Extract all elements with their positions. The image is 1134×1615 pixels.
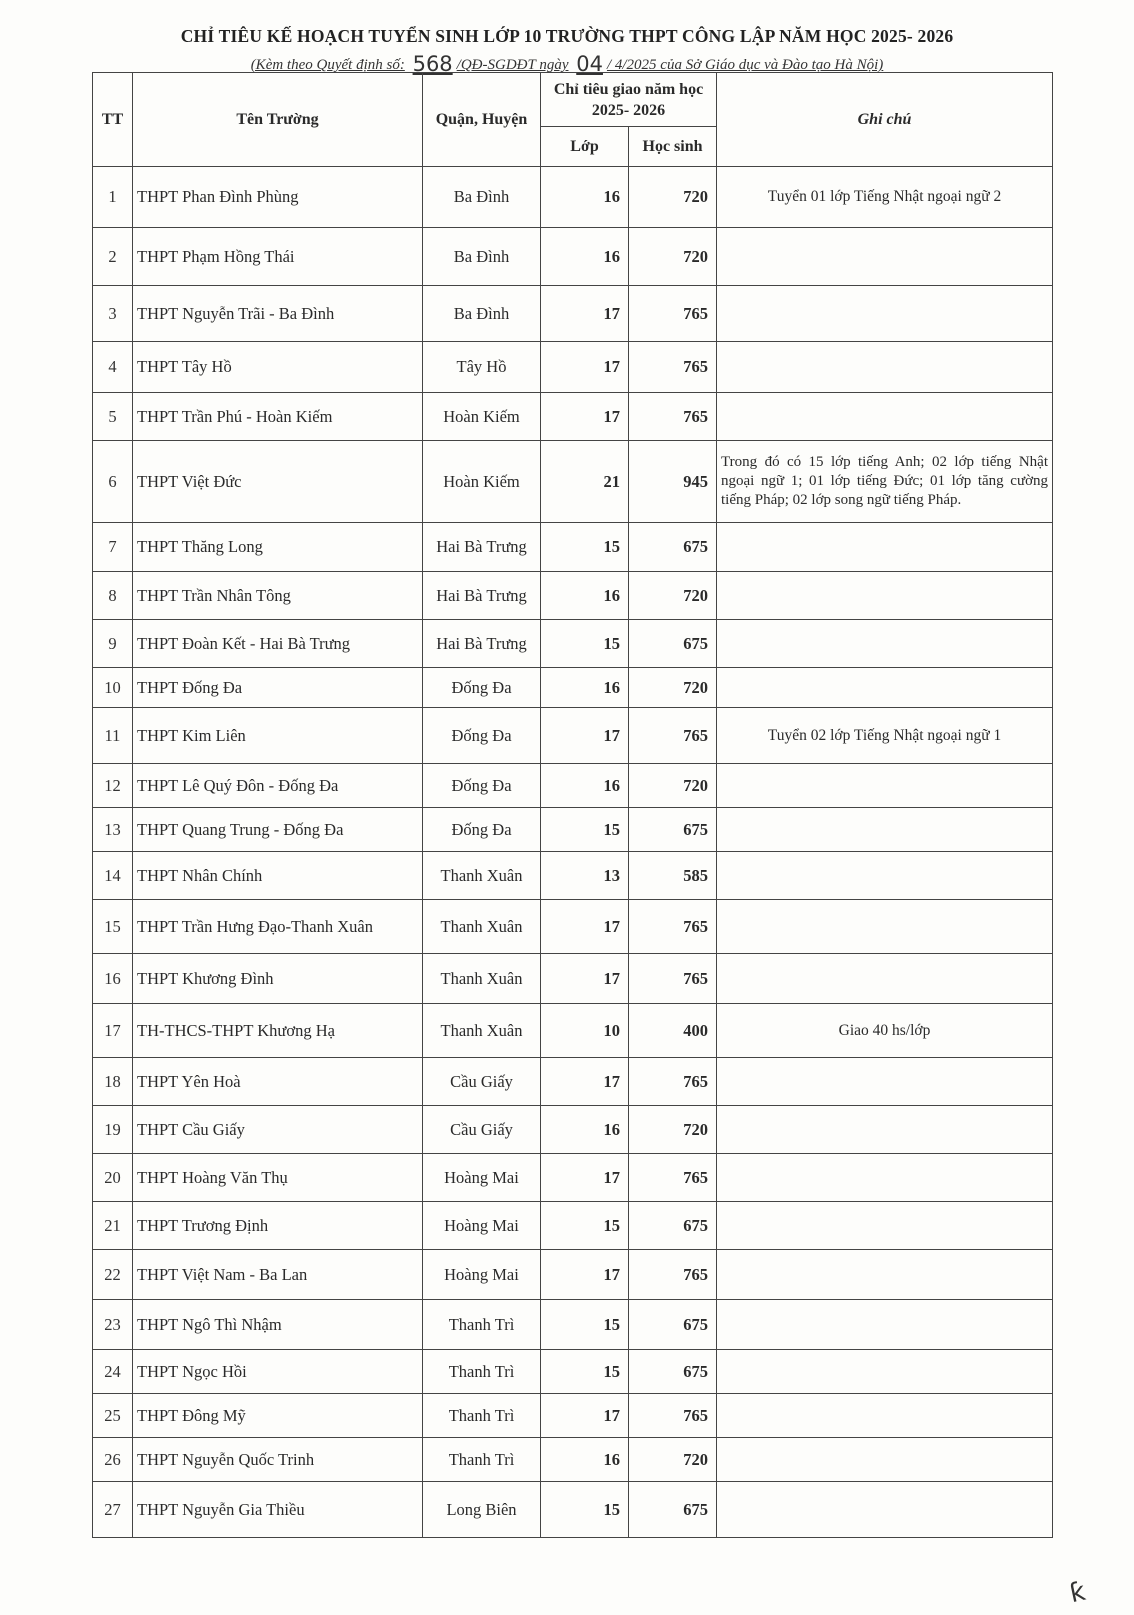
student-count: 765	[629, 1394, 717, 1438]
row-number: 16	[93, 954, 133, 1004]
row-number: 8	[93, 572, 133, 620]
district-name: Thanh Xuân	[423, 852, 541, 900]
header-district: Quận, Huyện	[423, 73, 541, 167]
header-school: Tên Trường	[133, 73, 423, 167]
student-count: 720	[629, 764, 717, 808]
class-count: 17	[541, 1154, 629, 1202]
student-count: 675	[629, 1482, 717, 1538]
class-count: 16	[541, 1438, 629, 1482]
class-count: 16	[541, 764, 629, 808]
district-name: Hai Bà Trưng	[423, 572, 541, 620]
district-name: Hoàng Mai	[423, 1250, 541, 1300]
table-body	[93, 167, 1053, 1538]
class-count: 10	[541, 1004, 629, 1058]
row-number: 20	[93, 1154, 133, 1202]
row-number: 15	[93, 900, 133, 954]
school-name: THPT Cầu Giấy	[133, 1106, 423, 1154]
class-count: 17	[541, 708, 629, 764]
student-count: 675	[629, 620, 717, 668]
district-name: Đống Đa	[423, 708, 541, 764]
class-count: 13	[541, 852, 629, 900]
district-name: Cầu Giấy	[423, 1106, 541, 1154]
student-count: 675	[629, 523, 717, 572]
row-note	[717, 1394, 1053, 1438]
school-name: THPT Phan Đình Phùng	[133, 167, 423, 228]
row-note	[717, 852, 1053, 900]
student-count: 675	[629, 808, 717, 852]
district-name: Đống Đa	[423, 668, 541, 708]
class-count: 21	[541, 441, 629, 523]
class-count: 15	[541, 1350, 629, 1394]
row-note	[717, 342, 1053, 393]
table-row	[93, 668, 1053, 708]
student-count: 675	[629, 1202, 717, 1250]
header-classes: Lớp	[541, 127, 629, 167]
school-name: THPT Phạm Hồng Thái	[133, 228, 423, 286]
subtitle-prefix: (Kèm theo Quyết định số:	[250, 57, 405, 73]
table-row	[93, 852, 1053, 900]
school-name: THPT Đoàn Kết - Hai Bà Trưng	[133, 620, 423, 668]
school-name: THPT Nhân Chính	[133, 852, 423, 900]
district-name: Ba Đình	[423, 167, 541, 228]
row-note	[717, 900, 1053, 954]
school-name: THPT Trần Phú - Hoàn Kiếm	[133, 393, 423, 441]
table-row	[93, 1482, 1053, 1538]
student-count: 765	[629, 954, 717, 1004]
table-row	[93, 1250, 1053, 1300]
student-count: 765	[629, 900, 717, 954]
school-name: THPT Quang Trung - Đống Đa	[133, 808, 423, 852]
class-count: 17	[541, 1058, 629, 1106]
row-note	[717, 1058, 1053, 1106]
table-row	[93, 1394, 1053, 1438]
row-note	[717, 1202, 1053, 1250]
table-row	[93, 764, 1053, 808]
school-name: THPT Ngọc Hồi	[133, 1350, 423, 1394]
row-note	[717, 523, 1053, 572]
row-number: 17	[93, 1004, 133, 1058]
class-count: 15	[541, 620, 629, 668]
header-notes: Ghi chú	[717, 73, 1053, 167]
decision-number: 568	[412, 52, 453, 76]
row-number: 26	[93, 1438, 133, 1482]
table-row	[93, 1202, 1053, 1250]
table-row	[93, 393, 1053, 441]
corner-handwritten-mark: ƙ	[1067, 1576, 1089, 1610]
class-count: 16	[541, 1106, 629, 1154]
table-row	[93, 342, 1053, 393]
district-name: Hoàng Mai	[423, 1154, 541, 1202]
class-count: 17	[541, 954, 629, 1004]
table-row	[93, 1154, 1053, 1202]
class-count: 16	[541, 668, 629, 708]
class-count: 17	[541, 342, 629, 393]
district-name: Thanh Trì	[423, 1300, 541, 1350]
school-name: THPT Nguyễn Quốc Trinh	[133, 1438, 423, 1482]
student-count: 765	[629, 708, 717, 764]
student-count: 720	[629, 1438, 717, 1482]
row-note	[717, 1154, 1053, 1202]
subtitle-middle: /QĐ-SGDĐT ngày	[456, 57, 569, 73]
school-name: THPT Việt Nam - Ba Lan	[133, 1250, 423, 1300]
school-name: THPT Trần Nhân Tông	[133, 572, 423, 620]
district-name: Đống Đa	[423, 808, 541, 852]
table-row	[93, 1004, 1053, 1058]
document-title: CHỈ TIÊU KẾ HOẠCH TUYỂN SINH LỚP 10 TRƯỜNG THPT CÔNG LẬP NĂM HỌC 2025- 2026	[180, 26, 954, 46]
row-note: Giao 40 hs/lớp	[717, 1004, 1053, 1058]
student-count: 675	[629, 1350, 717, 1394]
table-row	[93, 1350, 1053, 1394]
district-name: Thanh Trì	[423, 1438, 541, 1482]
class-count: 16	[541, 572, 629, 620]
district-name: Hoàng Mai	[423, 1202, 541, 1250]
row-note: Trong đó có 15 lớp tiếng Anh; 02 lớp tiếng Nhật ngoại ngữ 1; 01 lớp tiếng Đức; 01 lớp tăng cường tiếng Pháp; 02 lớp song ngữ tiếng Pháp.	[717, 441, 1053, 523]
table-row	[93, 1058, 1053, 1106]
class-count: 15	[541, 1482, 629, 1538]
district-name: Long Biên	[423, 1482, 541, 1538]
row-note: Tuyển 02 lớp Tiếng Nhật ngoại ngữ 1	[717, 708, 1053, 764]
row-number: 10	[93, 668, 133, 708]
class-count: 16	[541, 167, 629, 228]
row-note	[717, 572, 1053, 620]
row-note	[717, 1482, 1053, 1538]
row-number: 19	[93, 1106, 133, 1154]
row-number: 6	[93, 441, 133, 523]
row-note	[717, 1438, 1053, 1482]
district-name: Thanh Trì	[423, 1394, 541, 1438]
student-count: 765	[629, 1154, 717, 1202]
row-number: 1	[93, 167, 133, 228]
row-note: Tuyển 01 lớp Tiếng Nhật ngoại ngữ 2	[717, 167, 1053, 228]
district-name: Hoàn Kiếm	[423, 441, 541, 523]
row-number: 23	[93, 1300, 133, 1350]
class-count: 17	[541, 900, 629, 954]
table-row	[93, 167, 1053, 228]
student-count: 720	[629, 1106, 717, 1154]
subtitle-suffix: / 4/2025 của Sở Giáo dục và Đào tạo Hà Nội)	[606, 57, 884, 73]
student-count: 400	[629, 1004, 717, 1058]
table-row	[93, 1106, 1053, 1154]
school-name: THPT Kim Liên	[133, 708, 423, 764]
table-row	[93, 900, 1053, 954]
student-count: 675	[629, 1300, 717, 1350]
header-quota-group: Chỉ tiêu giao năm học 2025- 2026	[541, 73, 717, 127]
admission-quota-table	[92, 72, 1053, 1538]
school-name: THPT Tây Hồ	[133, 342, 423, 393]
table-row	[93, 1300, 1053, 1350]
class-count: 17	[541, 1394, 629, 1438]
student-count: 765	[629, 1058, 717, 1106]
table-row	[93, 523, 1053, 572]
row-number: 3	[93, 286, 133, 342]
district-name: Thanh Xuân	[423, 900, 541, 954]
row-number: 27	[93, 1482, 133, 1538]
district-name: Thanh Xuân	[423, 954, 541, 1004]
district-name: Hai Bà Trưng	[423, 620, 541, 668]
school-name: THPT Khương Đình	[133, 954, 423, 1004]
row-note	[717, 764, 1053, 808]
row-note	[717, 393, 1053, 441]
table-row	[93, 441, 1053, 523]
district-name: Ba Đình	[423, 286, 541, 342]
district-name: Thanh Trì	[423, 1350, 541, 1394]
student-count: 720	[629, 167, 717, 228]
table-row	[93, 1438, 1053, 1482]
class-count: 16	[541, 228, 629, 286]
table-row	[93, 572, 1053, 620]
school-name: THPT Nguyễn Gia Thiều	[133, 1482, 423, 1538]
table-row	[93, 708, 1053, 764]
district-name: Hoàn Kiếm	[423, 393, 541, 441]
row-number: 12	[93, 764, 133, 808]
row-number: 14	[93, 852, 133, 900]
school-name: TH-THCS-THPT Khương Hạ	[133, 1004, 423, 1058]
school-name: THPT Thăng Long	[133, 523, 423, 572]
table-row	[93, 228, 1053, 286]
student-count: 585	[629, 852, 717, 900]
district-name: Cầu Giấy	[423, 1058, 541, 1106]
school-name: THPT Hoàng Văn Thụ	[133, 1154, 423, 1202]
table-row	[93, 620, 1053, 668]
row-number: 11	[93, 708, 133, 764]
row-note	[717, 1350, 1053, 1394]
student-count: 765	[629, 1250, 717, 1300]
district-name: Tây Hồ	[423, 342, 541, 393]
school-name: THPT Đông Mỹ	[133, 1394, 423, 1438]
student-count: 720	[629, 228, 717, 286]
row-note	[717, 620, 1053, 668]
student-count: 945	[629, 441, 717, 523]
student-count: 720	[629, 668, 717, 708]
school-name: THPT Nguyễn Trãi - Ba Đình	[133, 286, 423, 342]
class-count: 15	[541, 1300, 629, 1350]
student-count: 720	[629, 572, 717, 620]
student-count: 765	[629, 342, 717, 393]
class-count: 17	[541, 1250, 629, 1300]
school-name: THPT Yên Hoà	[133, 1058, 423, 1106]
row-note	[717, 1300, 1053, 1350]
student-count: 765	[629, 286, 717, 342]
row-number: 21	[93, 1202, 133, 1250]
school-name: THPT Ngô Thì Nhậm	[133, 1300, 423, 1350]
row-note	[717, 668, 1053, 708]
row-note	[717, 228, 1053, 286]
table-row	[93, 808, 1053, 852]
table-row	[93, 954, 1053, 1004]
row-number: 7	[93, 523, 133, 572]
row-note	[717, 1106, 1053, 1154]
school-name: THPT Trương Định	[133, 1202, 423, 1250]
district-name: Thanh Xuân	[423, 1004, 541, 1058]
district-name: Hai Bà Trưng	[423, 523, 541, 572]
row-note	[717, 954, 1053, 1004]
row-number: 13	[93, 808, 133, 852]
header-tt: TT	[93, 73, 133, 167]
school-name: THPT Việt Đức	[133, 441, 423, 523]
student-count: 765	[629, 393, 717, 441]
class-count: 17	[541, 393, 629, 441]
district-name: Đống Đa	[423, 764, 541, 808]
school-name: THPT Trần Hưng Đạo-Thanh Xuân	[133, 900, 423, 954]
school-name: THPT Đống Đa	[133, 668, 423, 708]
school-name: THPT Lê Quý Đôn - Đống Đa	[133, 764, 423, 808]
row-number: 2	[93, 228, 133, 286]
table-row	[93, 286, 1053, 342]
class-count: 17	[541, 286, 629, 342]
row-number: 9	[93, 620, 133, 668]
row-number: 5	[93, 393, 133, 441]
row-note	[717, 286, 1053, 342]
row-note	[717, 1250, 1053, 1300]
row-number: 18	[93, 1058, 133, 1106]
row-number: 4	[93, 342, 133, 393]
header-students: Học sinh	[629, 127, 717, 167]
row-number: 25	[93, 1394, 133, 1438]
decision-day: 04	[576, 52, 603, 76]
row-number: 22	[93, 1250, 133, 1300]
row-number: 24	[93, 1350, 133, 1394]
class-count: 15	[541, 1202, 629, 1250]
row-note	[717, 808, 1053, 852]
class-count: 15	[541, 808, 629, 852]
class-count: 15	[541, 523, 629, 572]
district-name: Ba Đình	[423, 228, 541, 286]
document-subtitle	[0, 50, 1134, 74]
